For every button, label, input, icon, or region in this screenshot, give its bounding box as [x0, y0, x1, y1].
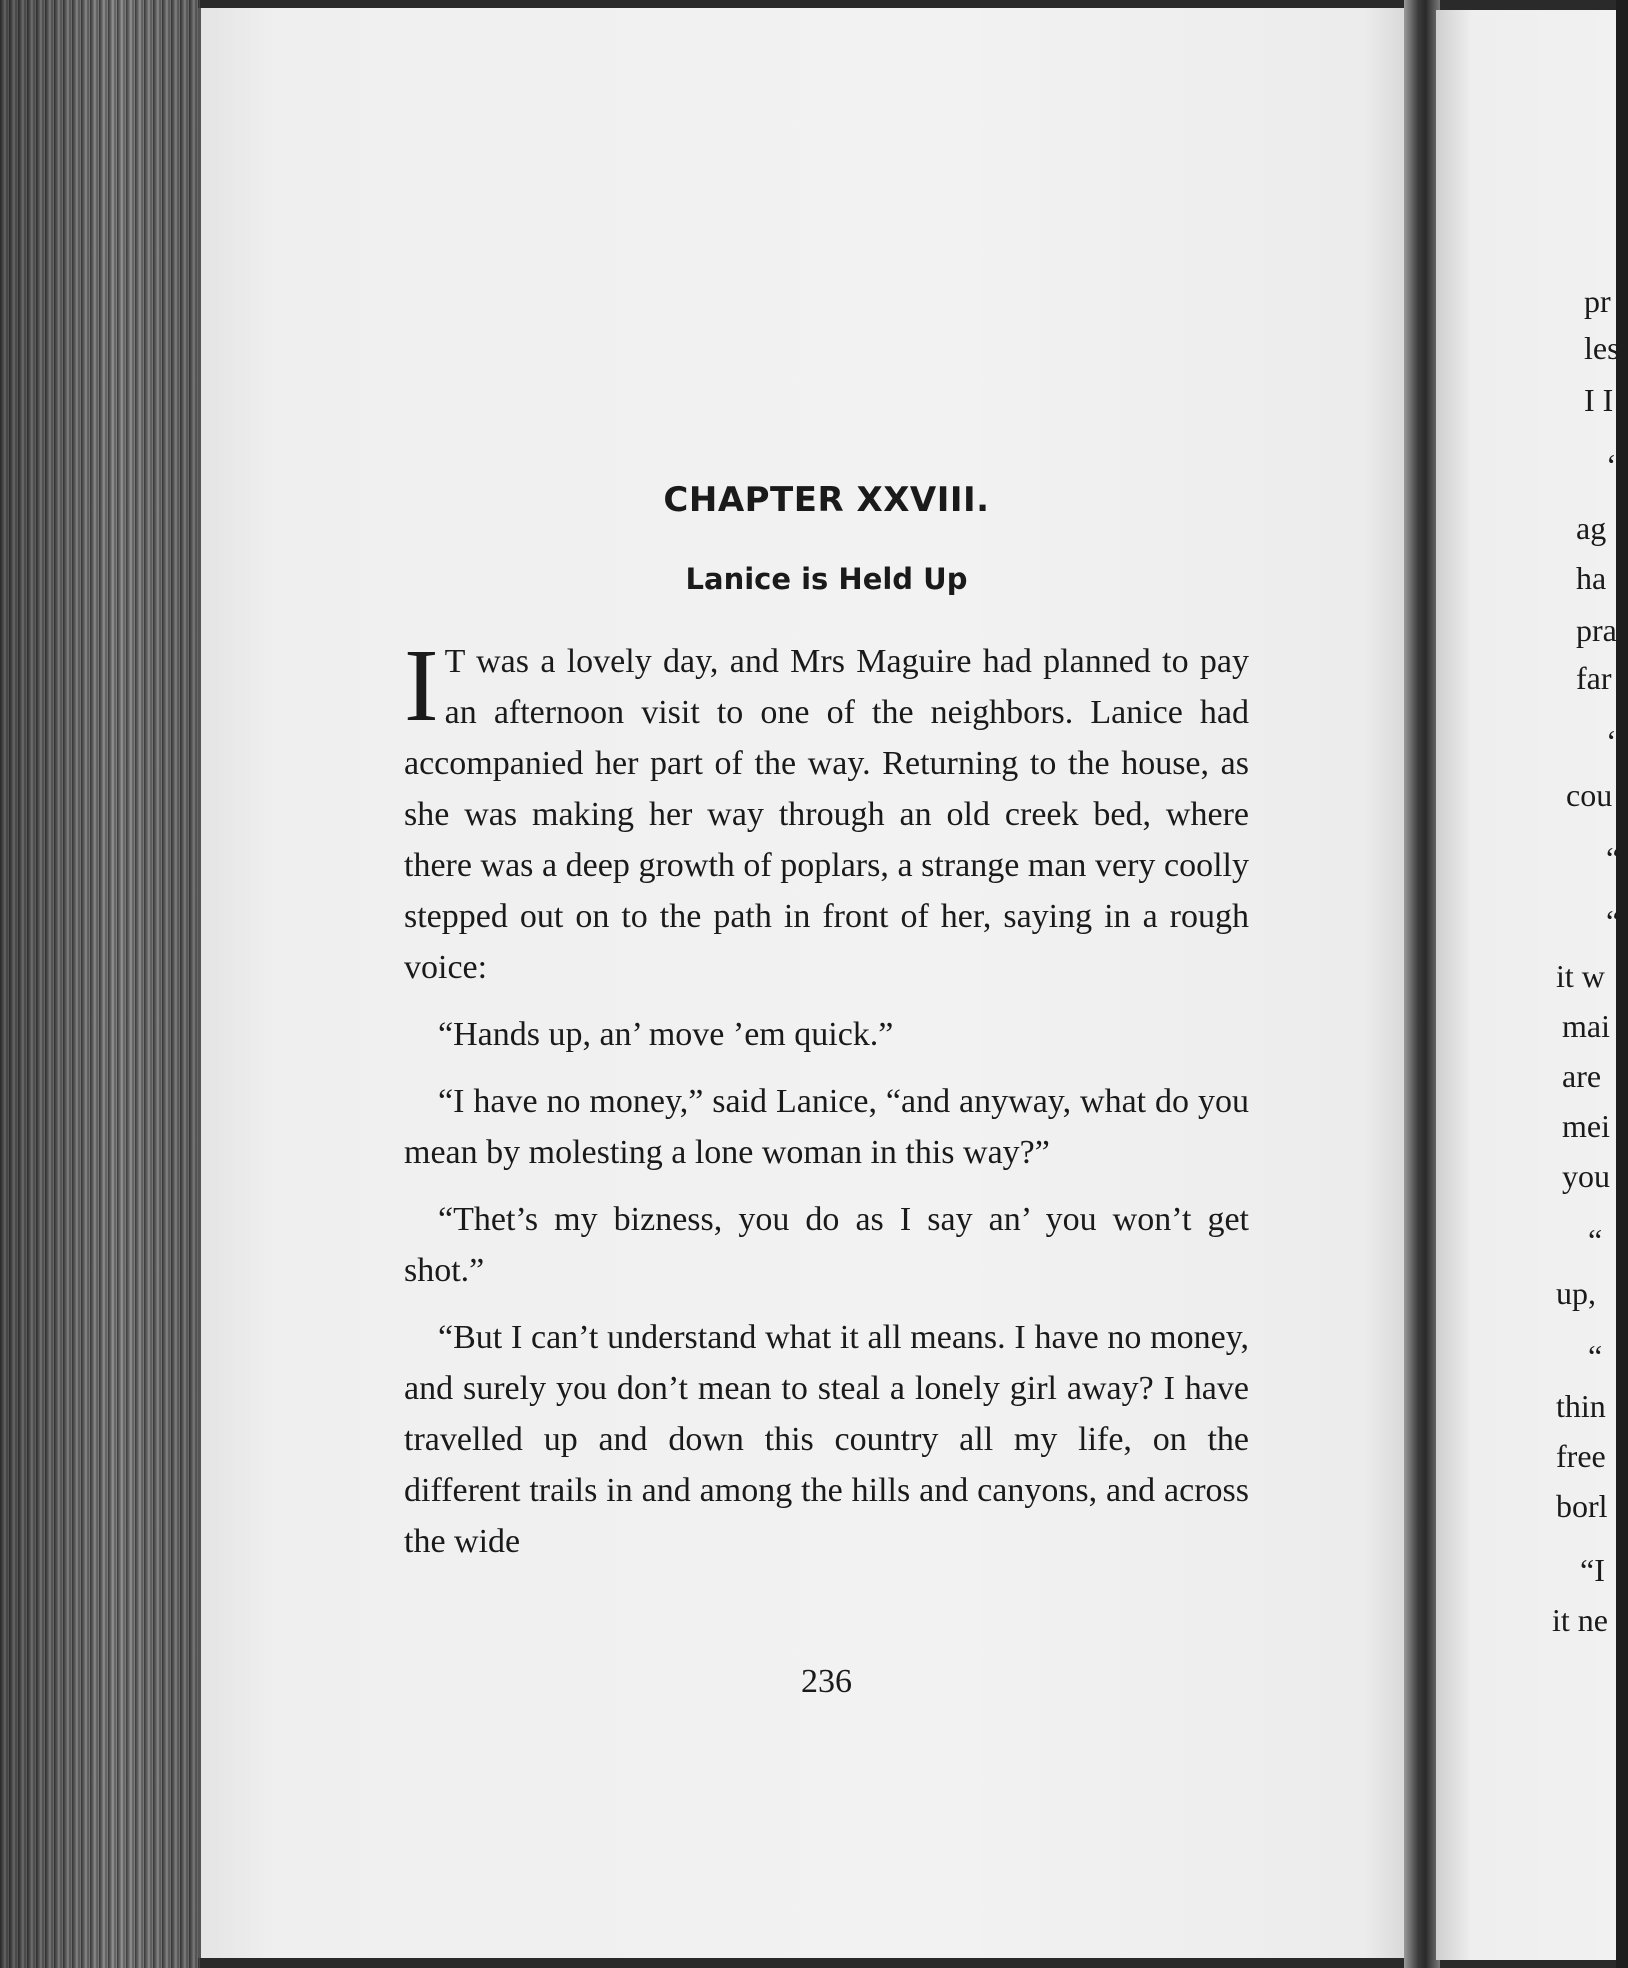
right-page-fragment: ag — [1576, 510, 1607, 546]
book-gutter — [1404, 0, 1440, 1968]
right-page-fragment: “ — [1588, 1338, 1603, 1374]
chapter-title: Lanice is Held Up — [685, 562, 968, 596]
right-page-fragment: thin — [1556, 1388, 1606, 1424]
right-page-fragment: are — [1562, 1058, 1602, 1094]
right-page-fragment: “I — [1580, 1552, 1605, 1588]
right-page-fragment: mei — [1562, 1108, 1610, 1144]
right-page-fragment: “ — [1588, 1222, 1603, 1258]
first-paragraph-text: T was a lovely day, and Mrs Maguire had planned to pay an afternoon visit to one of the neighbors. Lanice had accompanied her part of the way. Returning to the house, as she was making her way through an old creek bed, where there was a deep growth of poplars, a strange man very coolly stepped out on to the path in front of her, saying in a rough voice: — [404, 643, 1249, 986]
right-page-fragment: “ — [1606, 903, 1621, 939]
right-page-fragment: far — [1576, 660, 1612, 696]
drop-cap: I — [404, 628, 439, 743]
chapter-heading: CHAPTER XXVIII. — [663, 480, 990, 520]
right-page-fragment: you — [1562, 1158, 1610, 1194]
right-page-fragment: pr — [1584, 283, 1611, 319]
page-number: 236 — [801, 1663, 852, 1700]
right-page-fragment: pra — [1576, 612, 1617, 648]
paragraph: “Hands up, an’ move ’em quick.” — [438, 1016, 894, 1053]
fore-edge-shadow — [0, 0, 200, 1968]
right-page-fragment: I I — [1584, 382, 1614, 418]
right-page-fragment: mai — [1562, 1008, 1610, 1044]
right-page-fragment: borl — [1556, 1488, 1608, 1524]
right-page-fragment: it w — [1556, 958, 1605, 994]
page-text-block — [404, 470, 1249, 1583]
right-page-fragment: les — [1584, 330, 1620, 366]
right-page-fragment: ‘ — [1606, 447, 1617, 483]
right-page-fragment: cou — [1566, 777, 1613, 813]
right-page-fragment: free — [1556, 1438, 1606, 1474]
paragraph: “But I can’t understand what it all means. I have no money, and surely you don’t mean to steal a lonely girl away? I have travelled up and down this country all my life, on the different trails in and among the hills and canyons, and across the wide — [404, 1319, 1249, 1560]
right-page-fragment: ha — [1576, 560, 1607, 596]
right-page-fragment: “ — [1606, 840, 1621, 876]
first-paragraph — [404, 628, 1249, 993]
right-page-fragment: up, — [1556, 1275, 1596, 1311]
paragraph: “Thet’s my bizness, you do as I say an’ you won’t get shot.” — [404, 1201, 1249, 1289]
right-page-fragment: it ne — [1552, 1602, 1608, 1638]
paragraph: “I have no money,” said Lanice, “and anyway, what do you mean by molesting a lone woman in this way?” — [404, 1083, 1249, 1171]
right-page-fragment: ‘ — [1606, 723, 1617, 759]
